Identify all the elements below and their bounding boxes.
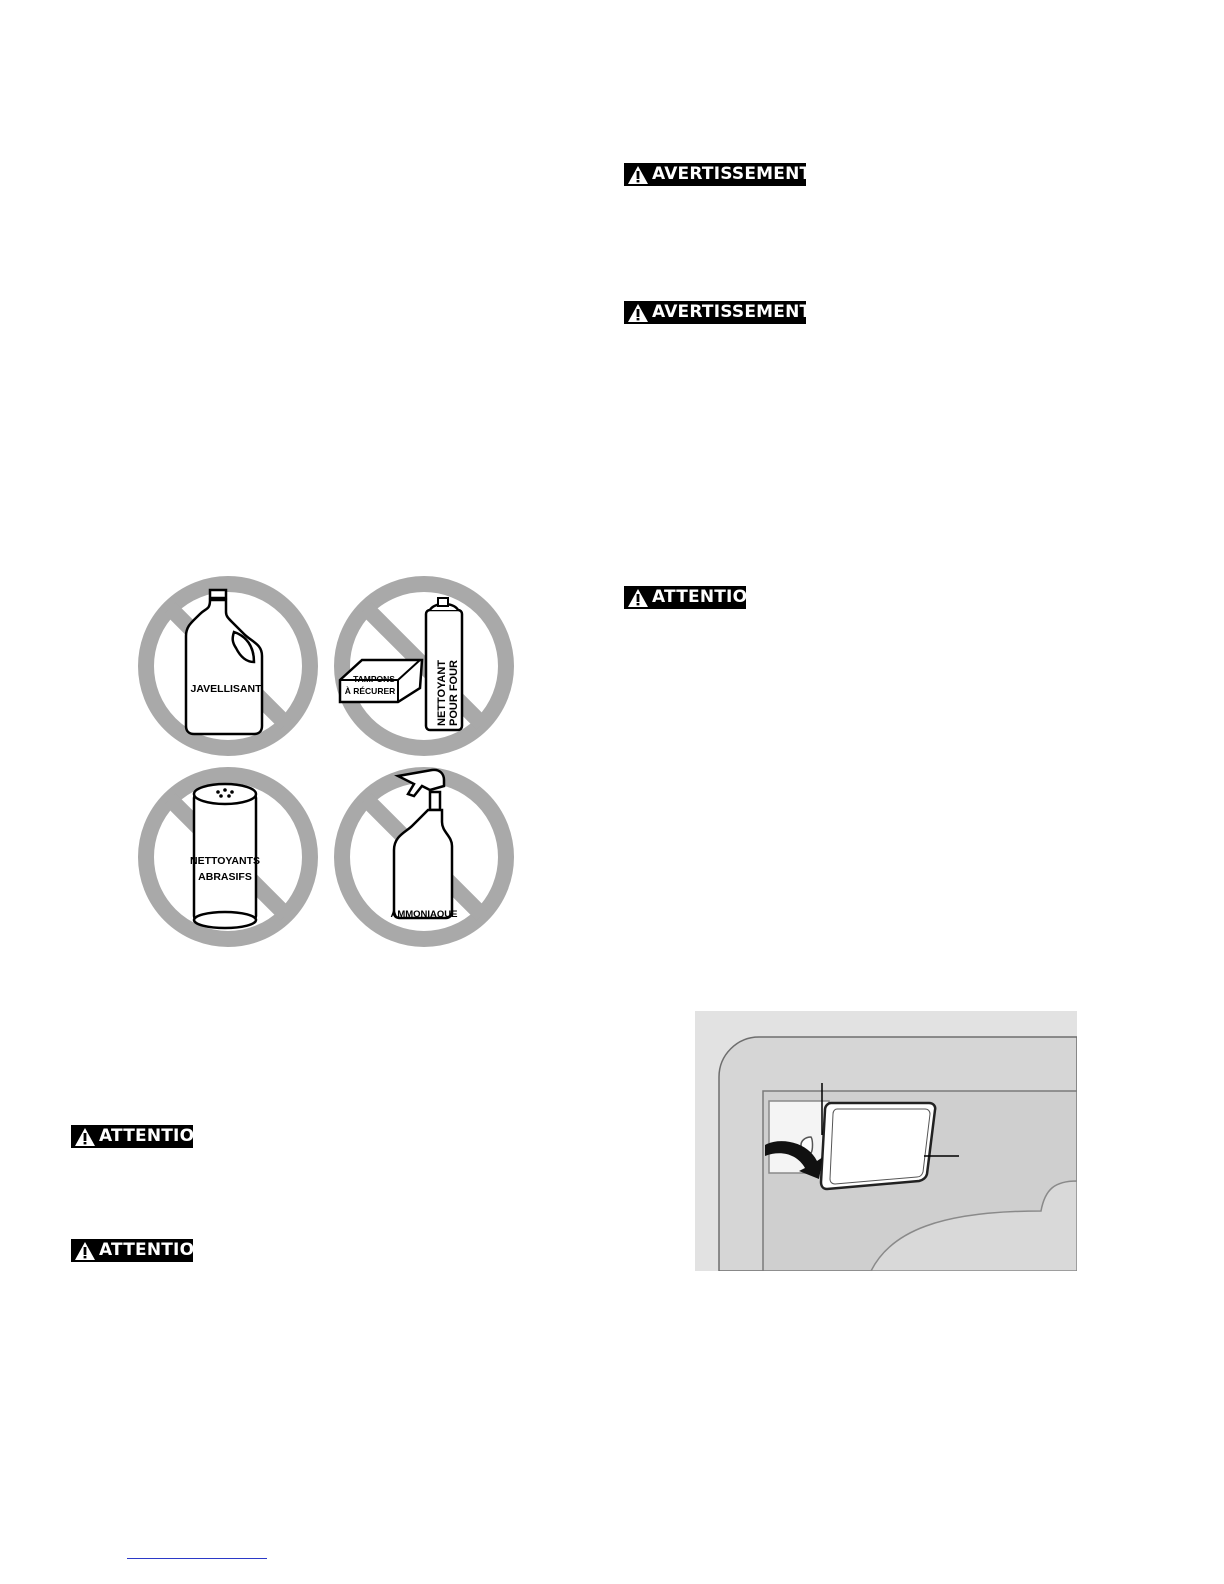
caution-badge-attention-left-2 (71, 1239, 209, 1262)
abrasive-label-2: ABRASIFS (198, 871, 252, 883)
prohibited-bleach (146, 584, 310, 748)
warning-triangle-icon (74, 1241, 96, 1261)
warning-triangle-icon (627, 165, 649, 185)
caution-badge-attention-left-1 (71, 1125, 209, 1148)
abrasive-label-1: NETTOYANTS (189, 855, 261, 867)
oven-cleaner-label-1: NETTOYANT (436, 659, 448, 726)
oven-light-cover-illustration (695, 1011, 1077, 1271)
light-cover-glass (821, 1103, 935, 1189)
warning-triangle-icon (627, 303, 649, 323)
ammonia-spray-bottle-icon (390, 770, 457, 920)
prohibited-scouring-and-oven-cleaner (340, 584, 506, 748)
bleach-bottle-icon (186, 590, 262, 734)
warning-badge-avertissement-2 (624, 301, 812, 324)
scouring-pad-icon (340, 660, 422, 702)
caution-label: ATTENTION (99, 1240, 209, 1260)
ammonia-label: AMMONIAQUE (390, 909, 458, 920)
warning-label: AVERTISSEMENT (652, 302, 812, 322)
oven-cleaner-label-2: POUR FOUR (448, 660, 460, 726)
prohibited-abrasive-cleaners (146, 775, 310, 939)
caution-badge-attention-right (624, 586, 762, 609)
scouring-pad-label-2: À RÉCURER (344, 686, 396, 696)
warning-badge-avertissement-1 (624, 163, 812, 186)
warning-triangle-icon (74, 1127, 96, 1147)
prohibited-ammonia (342, 770, 506, 939)
prohibited-cleaners-illustration (130, 570, 522, 954)
scouring-pad-label-1: TAMPONS (353, 674, 395, 684)
caution-label: ATTENTION (99, 1126, 209, 1146)
footer-link-underline (127, 1558, 267, 1559)
warning-label: AVERTISSEMENT (652, 164, 812, 184)
warning-triangle-icon (627, 588, 649, 608)
abrasive-cleaner-canister-icon (190, 784, 260, 928)
caution-label: ATTENTION (652, 587, 762, 607)
oven-cleaner-can-icon (426, 598, 462, 730)
bleach-label: JAVELLISANT (190, 683, 262, 695)
